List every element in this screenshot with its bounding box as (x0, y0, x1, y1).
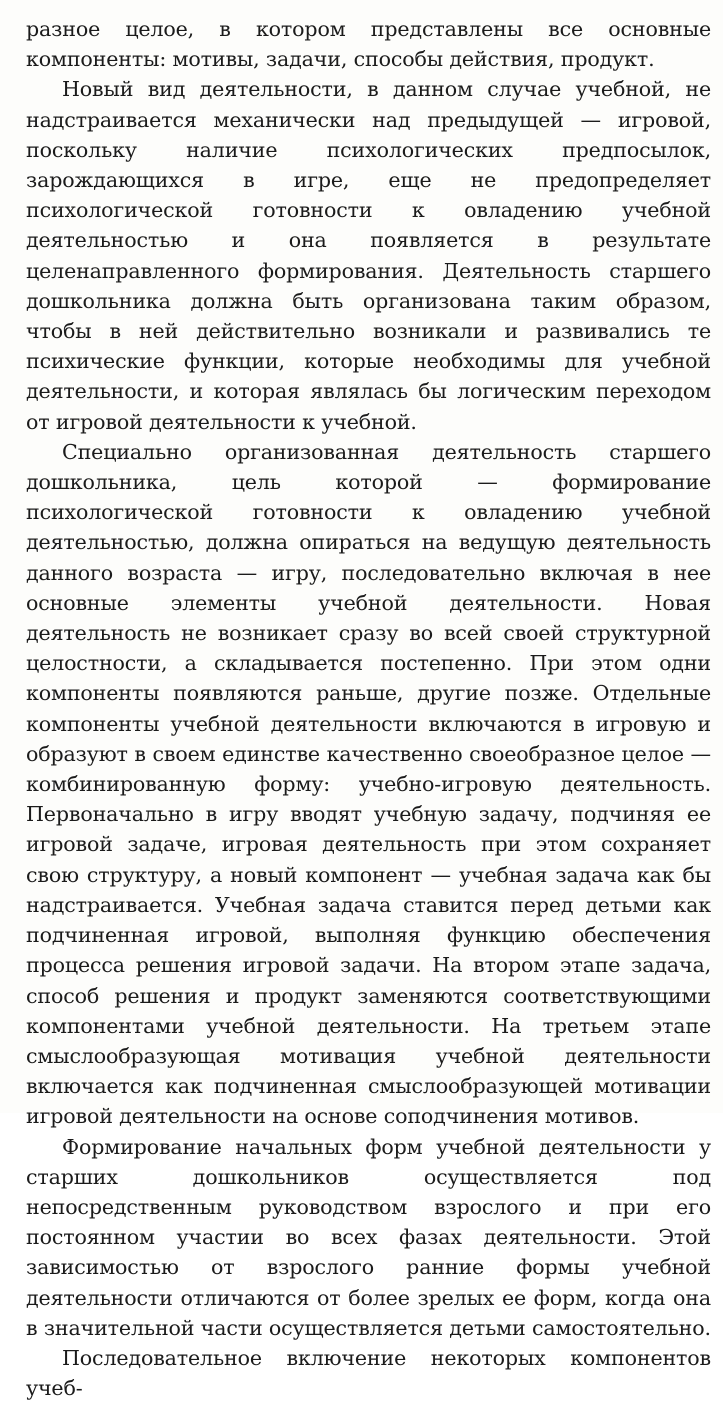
paragraph-continuation: разное целое, в котором представлены все основные компоненты: мотивы, задачи, способы действия, продукт. (26, 17, 711, 72)
paragraph-sequential-inclusion: Последовательное включение некоторых компонентов учеб- (26, 1345, 711, 1401)
paragraph-new-activity: Новый вид деятельности, в данном случае учебной, не надстраивается механически над предыдущей — игровой, поскольку наличие психологических предпосылок, зарождающихся в игре, еще не предопределяет психологической готовности к овладению учебной деятельностью и она появляется в результате целенаправленного формирования. Деятельность старшего дошкольника должна быть организована таким образом, чтобы в ней действительно возникали и развивались те психические функции, которые необходимы для учебной деятельности, и которая являлась бы логическим переходом от игровой деятельности к учебной. (26, 77, 711, 434)
paragraph-formation: Формирование начальных форм учебной деятельности у старших дошкольников осуществляется под непосредственным руководством взрослого и при его постоянном участии во всех фазах деятельности. Этой зависимостью от взрослого ранние формы учебной деятельности отличаются от более зрелых ее форм, когда она в значительной части осуществляется детьми самостоятельно. (26, 1134, 711, 1340)
paragraph-organized-activity: Специально организованная деятельность старшего дошкольника, цель которой — формирование психологической готовности к овладению учебной деятельностью, должна опираться на ведущую деятельность данного возраста — игру, последовательно включая в нее основные элементы учебной деятельности. Новая деятельность не возникает сразу во всей своей структурной целостности, а складывается постепенно. При этом одни компоненты появляются раньше, другие позже. Отдельные компоненты учебной деятельности включаются в игровую и образуют в своем единстве качественно своеобразное целое — комбинированную форму: учебно-игровую деятельность. Первоначально в игру вводят учебную задачу, подчиняя ее игровой задаче, игровая деятельность при этом сохраняет свою структуру, а новый компонент — учебная задача как бы надстраивается. Учебная задача ставится перед детьми как подчиненная игровой, выполняя функцию обеспечения процесса решения игровой задачи. На втором этапе задача, способ решения и продукт заменяются соответствующими компонентами учебной деятельности. На третьем этапе смыслообразующая мотивация учебной деятельности включается как подчиненная смыслообразующей мотивации игровой деятельности на основе соподчинения мотивов. (26, 439, 711, 1129)
